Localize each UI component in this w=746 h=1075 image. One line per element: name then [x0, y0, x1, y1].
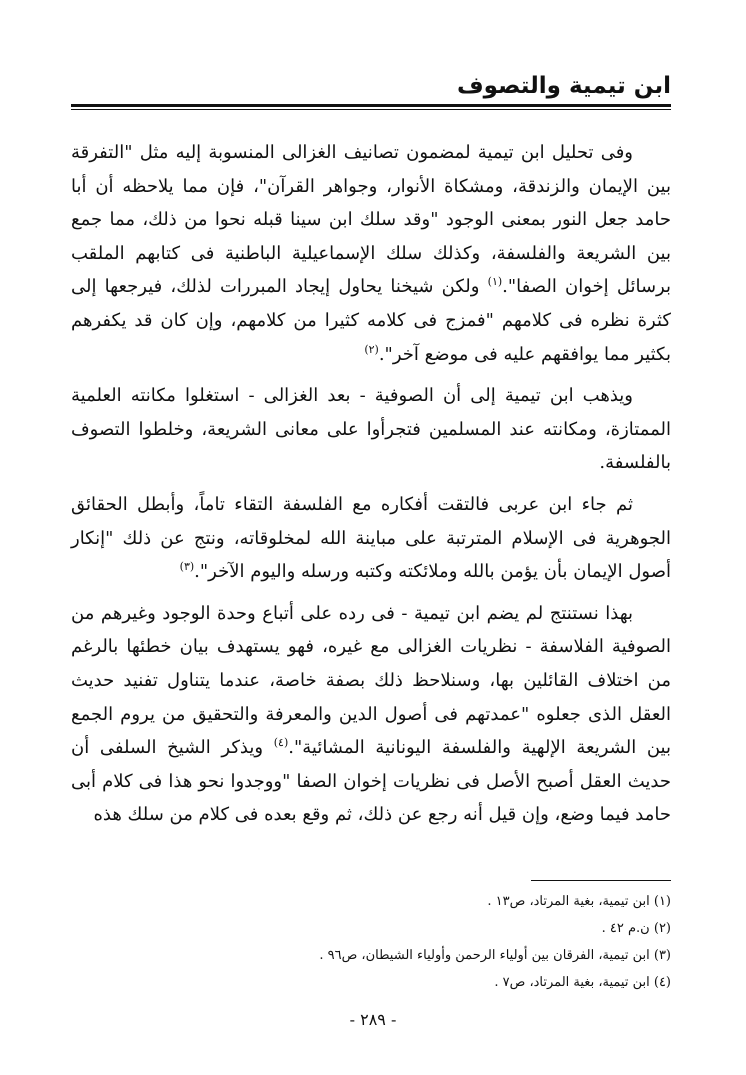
footnote-ref-2: (٢): [364, 342, 379, 356]
paragraph-4-text-a: بهذا نستنتج لم يضم ابن تيمية - فى رده على أتباع وحدة الوجود وغيرهم من الصوفية الفلاسفة - نظريات الغزالى مع غيره، فهو يستهدف بيان خطئها بالرغم من اختلاف القائلين بها، وسنلاحظ ذلك بصفة خاصة، عندما يتناول تفنيد حديث العقل الذى جعلوه "عمدتهم فى أصول الدين والمعرفة والتحقيق من يروم الجمع بين الشريعة الإلهية والفلسفة اليونانية المشائية".: [71, 602, 671, 759]
paragraph-1-text-a: وفى تحليل ابن تيمية لمضمون تصانيف الغزالى المنسوبة إليه مثل "التفرقة بين الإيمان والزندقة، ومشكاة الأنوار، وجواهر القرآن"، فإن مما يلاحظه أن أبا حامد جعل النور بمعنى الوجود "وقد سلك ابن سينا قبله نحوا من ذلك، مما جمع بين الشريعة والفلسفة، وكذلك سلك الإسماعيلية الباطنية فى كتابهم الملقب برسائل إخوان الصفا".: [71, 142, 671, 298]
footnote-1: (١) ابن تيمية، بغية المرتاد، ص١٣ .: [487, 894, 671, 909]
header-rule: [71, 104, 671, 107]
footnote-ref-1: (١): [487, 275, 503, 289]
paragraph-3-text: ثم جاء ابن عربى فالتقت أفكاره مع الفلسفة التقاء تاماً، وأبطل الحقائق الجوهرية فى الإسلام المترتبة على مباينة الله لمخلوقاته، ونتج عن ذلك "إنكار أصول الإيمان بأن يؤمن بالله وملائكته وكتبه ورسله واليوم الآخر".: [71, 493, 671, 583]
paragraph-4-text-b: ويذكر الشيخ السلفى أن حديث العقل أصبح الأصل فى نظريات إخوان الصفا "ووجدوا نحو هذا فى كلام أبى حامد فيما وضع، وإن قيل أنه رجع عن ذلك، ثم وقع بعده فى كلام من سلك هذه: [71, 737, 671, 826]
footnote-4: (٤) ابن تيمية، بغية المرتاد، ص٧ .: [494, 975, 671, 990]
paragraph-2: ويذهب ابن تيمية إلى أن الصوفية - بعد الغزالى - استغلوا مكانته العلمية الممتازة، ومكانته عند المسلمين فتجرأوا على معانى الشريعة، وخلطوا التصوف بالفلسفة.: [71, 385, 671, 474]
footnote-separator: [531, 880, 671, 881]
running-title: ابن تيمية والتصوف: [456, 73, 671, 99]
footnote-3: (٣) ابن تيمية، الفرقان بين أولياء الرحمن وأولياء الشيطان، ص٩٦ .: [319, 948, 671, 963]
page-number: - ٢٨٩ -: [349, 1010, 397, 1029]
running-head: [71, 68, 671, 110]
footnote-ref-4: (٤): [273, 736, 289, 750]
body-text: [71, 136, 671, 840]
paragraph-4: [71, 597, 671, 832]
paragraph-3: [71, 488, 671, 589]
paragraph-1-text-b: ولكن شيخنا يحاول إيجاد المبررات لذلك، فيرجعها إلى كثرة نظره فى كلامهم "فمزج فى كلامه كثيرا من كلامهم، وإن كان قد يكفرهم بكثير مما يوافقهم عليه فى موضع آخر".: [71, 276, 671, 365]
paragraph-1: [71, 136, 671, 371]
footnote-2: (٢) ن.م ٤٢ .: [601, 921, 671, 936]
footnote-ref-3: (٣): [179, 560, 195, 574]
footnotes: [71, 888, 671, 996]
header-rule-thin: [71, 109, 671, 110]
